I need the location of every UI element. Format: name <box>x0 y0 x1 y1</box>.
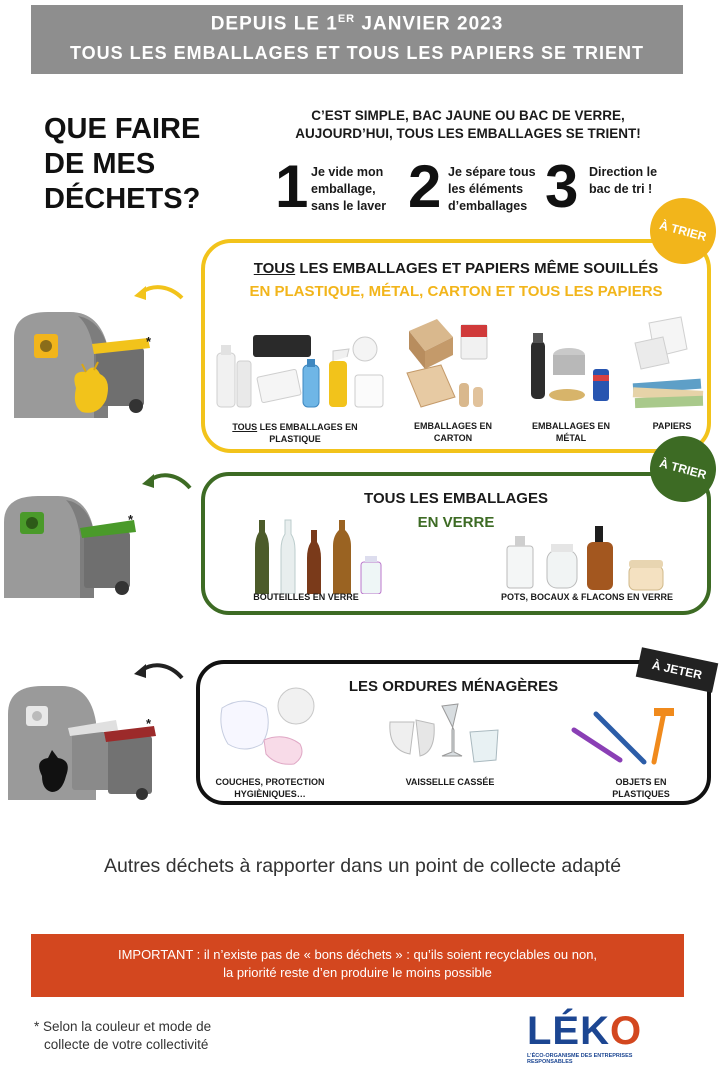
arrow-left-icon <box>140 470 192 492</box>
banner-date: DEPUIS LE 1ER JANVIER 2023 <box>210 13 504 35</box>
paper-image <box>629 313 709 417</box>
logo-wordmark: LÉKO <box>527 1009 643 1053</box>
header-banner <box>31 5 683 74</box>
carton-packaging-image <box>401 311 501 417</box>
diapers-image <box>214 680 334 768</box>
yellow-bin-illustration <box>8 308 168 420</box>
caption-paper: PAPIERS <box>652 421 692 431</box>
step-text: Direction le bac de tri ! <box>589 165 658 196</box>
panel-title: LES ORDURES MÉNAGÈRES <box>348 678 559 695</box>
black-bin-illustration <box>4 680 164 802</box>
arrow-left-icon <box>132 660 184 682</box>
panel-title: TOUS LES EMBALLAGES ET PAPIERS MÊME SOUILLÉS <box>253 260 659 277</box>
panel-subtitle: EN VERRE <box>417 514 495 531</box>
caption-plastic: TOUS LES EMBALLAGES EN PLASTIQUE <box>232 422 358 444</box>
plastic-objects-image <box>568 704 678 768</box>
step-number: 1 <box>275 153 309 220</box>
residual-waste-panel <box>196 660 711 805</box>
step-text: Je sépare tous les éléments d’emballages <box>448 165 536 213</box>
page-title: QUE FAIRE DE MES DÉCHETS? <box>44 113 201 215</box>
caption-plastic-objects: OBJETS EN PLASTIQUES <box>612 777 670 799</box>
discard-badge: À JETER <box>636 647 719 693</box>
logo-tagline: L’ÉCO-ORGANISME DES ENTREPRISES RESPONSABLES <box>527 1053 633 1065</box>
sort-badge: À TRIER <box>643 191 724 272</box>
caption-dishes: VAISSELLE CASSÉE <box>405 777 495 787</box>
footnote: * Selon la couleur et mode de collecte de votre collectivité <box>34 1019 212 1052</box>
panel-title: TOUS LES EMBALLAGES <box>364 490 548 507</box>
leko-logo <box>527 1009 677 1069</box>
caption-diapers: COUCHES, PROTECTION HYGIÈNIQUES… <box>215 777 325 799</box>
asterisk: * <box>128 512 134 527</box>
yellow-bin-panel <box>201 239 711 453</box>
banner-headline: TOUS LES EMBALLAGES ET TOUS LES PAPIERS SE TRIENT <box>69 43 645 64</box>
plastic-packaging-image <box>211 315 391 415</box>
caption-jars: POTS, BOCAUX & FLACONS EN VERRE <box>500 592 673 602</box>
green-bin-panel <box>201 472 711 615</box>
intro-text: C’EST SIMPLE, BAC JAUNE OU BAC DE VERRE, AUJOURD’HUI, TOUS LES EMBALLAGES SE TRIENT! <box>295 108 641 141</box>
asterisk: * <box>146 334 152 349</box>
step-text: Je vide mon emballage, sans le laver <box>311 165 387 213</box>
caption-metal: EMBALLAGES EN MÉTAL <box>531 421 610 443</box>
green-bin-illustration <box>0 492 150 600</box>
step-number: 3 <box>545 153 579 220</box>
asterisk: * <box>146 716 152 731</box>
glass-bottles-image <box>245 518 385 594</box>
metal-packaging-image <box>523 323 619 417</box>
arrow-left-icon <box>132 282 184 304</box>
panel-subtitle: EN PLASTIQUE, MÉTAL, CARTON ET TOUS LES PAPIERS <box>249 283 663 300</box>
step-number: 2 <box>408 153 442 220</box>
sort-badge: À TRIER <box>643 429 724 510</box>
important-notice: IMPORTANT : il n’existe pas de « bons déchets » : qu’ils soient recyclables ou non, la priorité reste d’en produire le moins possible <box>31 934 684 997</box>
broken-dishes-image <box>380 700 510 770</box>
caption-bottles: BOUTEILLES EN VERRE <box>253 592 359 602</box>
other-waste-text: Autres déchets à rapporter dans un point de collecte adapté <box>103 855 622 877</box>
glass-jars-image <box>501 520 669 592</box>
caption-carton: EMBALLAGES EN CARTON <box>413 421 492 443</box>
